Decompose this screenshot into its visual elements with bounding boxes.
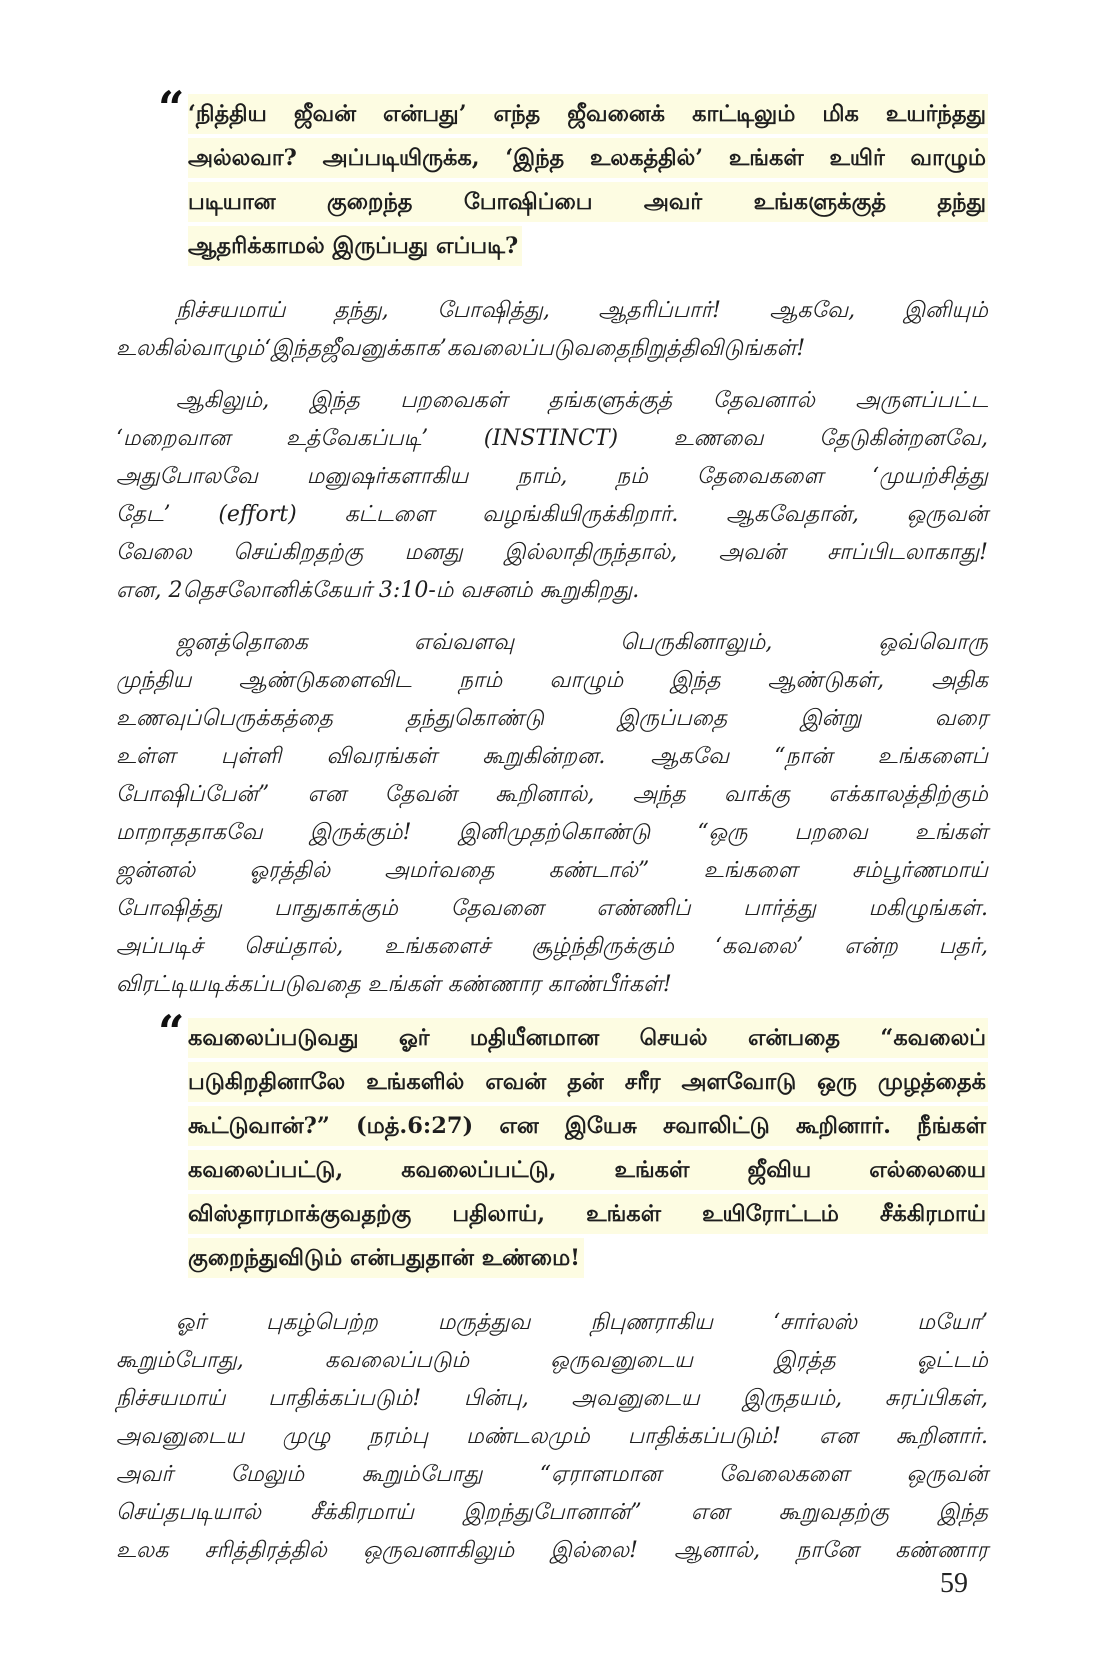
text-line: ஓர் புகழ்பெற்ற மருத்துவ நிபுணராகிய ‘சார்லஸ் மயோ’ [176,1310,988,1335]
pull-quote-2 [116,1005,988,1282]
quote-line: விஸ்தாரமாக்குவதற்கு பதிலாய், உங்கள் உயிரோட்டம் சீக்கிரமாய் [188,1194,988,1234]
page-body [116,81,988,1584]
paragraph-3 [116,624,988,1004]
paragraph-1 [116,292,988,368]
quote-line: குறைந்துவிடும் என்பதுதான் உண்மை! [188,1238,584,1278]
text-line: போஷிப்பேன்” என தேவன் கூறினால், அந்த வாக்கு எக்காலத்திற்கும் [116,782,988,807]
quote-mark-icon: “ [158,1005,185,1059]
paragraph-4 [116,1304,988,1570]
text-line: அவனுடைய முழு நரம்பு மண்டலமும் பாதிக்கப்படும்! என கூறினார். [116,1424,988,1449]
quote-mark-icon: “ [158,81,185,135]
quote-line: அல்லவா? அப்படியிருக்க, ‘இந்த உலகத்தில்’ உங்கள் உயிர் வாழும் [188,138,988,178]
text-line: ஜன்னல் ஓரத்தில் அமர்வதை கண்டால்” உங்களை சம்பூர்ணமாய் [116,858,988,883]
text-line: ‘மறைவான உத்வேகப்படி’ (INSTINCT) உணவை தேடுகின்றனவே, [116,426,988,451]
quote-line: படுகிறதினாலே உங்களில் எவன் தன் சரீர அளவோடு ஒரு முழத்தைக் [188,1062,988,1102]
text-line: கூறும்போது, கவலைப்படும் ஒருவனுடைய இரத்த ஓட்டம் [116,1348,988,1373]
quote-line: ஆதரிக்காமல் இருப்பது எப்படி? [188,226,522,266]
text-line: அப்படிச் செய்தால், உங்களைச் சூழ்ந்திருக்கும் ‘கவலை’ என்ற பதர், [116,934,988,959]
text-line: ஆகிலும், இந்த பறவைகள் தங்களுக்குத் தேவனால் அருளப்பட்ட [176,388,988,413]
text-line: நிச்சயமாய் பாதிக்கப்படும்! பின்பு, அவனுடைய இருதயம், சுரப்பிகள், [116,1386,988,1411]
quote-line: ‘நித்திய ஜீவன் என்பது’ எந்த ஜீவனைக் காட்டிலும் மிக உயர்ந்தது [188,94,988,134]
text-line: ஜனத்தொகை எவ்வளவு பெருகினாலும், ஒவ்வொரு [176,630,988,655]
text-line: மாறாததாகவே இருக்கும்! இனிமுதற்கொண்டு “ஒரு பறவை உங்கள் [116,820,988,845]
text-line: உலகில்வாழும்‘இந்தஜீவனுக்காக’கவலைப்படுவதைநிறுத்திவிடுங்கள்! [116,336,806,361]
text-line: உலக சரித்திரத்தில் ஒருவனாகிலும் இல்லை! ஆனால், நானே கண்ணார [116,1538,988,1563]
text-line: நிச்சயமாய் தந்து, போஷித்து, ஆதரிப்பார்! ஆகவே, இனியும் [176,298,988,323]
pull-quote-1 [116,81,988,270]
quote-line: படியான குறைந்த போஷிப்பை அவர் உங்களுக்குத் தந்து [188,182,988,222]
quote-line: கூட்டுவான்?” (மத்.6:27) என இயேசு சவாலிட்டு கூறினார். நீங்கள் [188,1106,988,1146]
quote-line: கவலைப்பட்டு, கவலைப்பட்டு, உங்கள் ஜீவிய எல்லையை [188,1150,988,1190]
text-line: வேலை செய்கிறதற்கு மனது இல்லாதிருந்தால், அவன் சாப்பிடலாகாது! [116,540,988,565]
text-line: முந்திய ஆண்டுகளைவிட நாம் வாழும் இந்த ஆண்டுகள், அதிக [116,668,988,693]
text-line: உள்ள புள்ளி விவரங்கள் கூறுகின்றன. ஆகவே “நான் உங்களைப் [116,744,988,769]
text-line: அவர் மேலும் கூறும்போது “ஏராளமான வேலைகளை ஒருவன் [116,1462,988,1487]
text-line: தேட’ (effort) கட்டளை வழங்கியிருக்கிறார். ஆகவேதான், ஒருவன் [116,502,988,527]
paragraph-2 [116,382,988,610]
page-number: 59 [940,1568,968,1599]
text-line: விரட்டியடிக்கப்படுவதை உங்கள் கண்ணார காண்பீர்கள்! [116,972,672,997]
text-line: போஷித்து பாதுகாக்கும் தேவனை எண்ணிப் பார்த்து மகிழுங்கள். [116,896,988,921]
text-line: செய்தபடியால் சீக்கிரமாய் இறந்துபோனான்” என கூறுவதற்கு இந்த [116,1500,988,1525]
text-line: என, 2தெசலோனிக்கேயர் 3:10-ம் வசனம் கூறுகிறது. [116,578,640,603]
text-line: அதுபோலவே மனுஷர்களாகிய நாம், நம் தேவைகளை ‘முயற்சித்து [116,464,988,489]
quote-line: கவலைப்படுவது ஓர் மதியீனமான செயல் என்பதை “கவலைப் [188,1018,988,1058]
text-line: உணவுப்பெருக்கத்தை தந்துகொண்டு இருப்பதை இன்று வரை [116,706,988,731]
